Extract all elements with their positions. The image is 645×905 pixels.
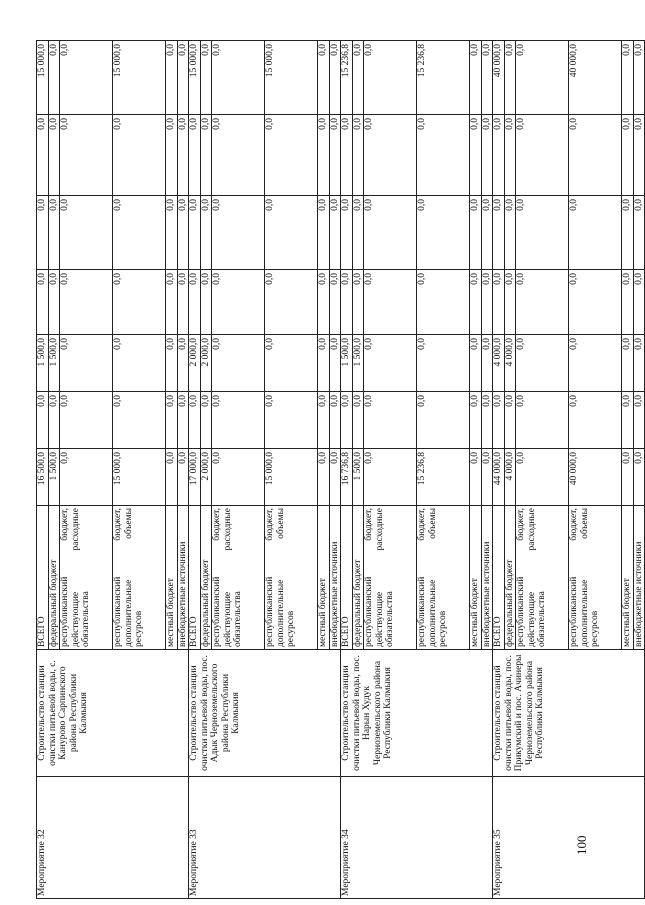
table-row	[493, 41, 505, 899]
amount-cell: 1 500,0	[48, 449, 60, 506]
amount-cell: 0,0	[318, 196, 330, 270]
amount-cell: 0,0	[189, 115, 201, 196]
amount-cell: 0,0	[352, 41, 364, 115]
funding-source: федеральный бюджет	[352, 506, 364, 650]
amount-cell: 0,0	[212, 335, 265, 392]
funding-source: федеральный бюджет	[48, 506, 60, 650]
amount-cell: 44 000,0	[493, 449, 505, 506]
amount-cell: 0,0	[569, 115, 622, 196]
amount-cell: 0,0	[516, 335, 569, 392]
amount-cell: 0,0	[341, 392, 353, 449]
funding-source: республиканский бюджет, действующие расходные обязательства	[364, 506, 417, 650]
amount-cell: 2 000,0	[200, 335, 212, 392]
amount-cell: 0,0	[265, 335, 318, 392]
amount-cell: 0,0	[60, 335, 113, 392]
funding-source: республиканский бюджет, дополнительные объемы ресурсов	[265, 506, 318, 650]
amount-cell: 0,0	[113, 270, 166, 335]
amount-cell: 0,0	[200, 115, 212, 196]
page-number: 100	[574, 835, 589, 855]
funding-source: местный бюджет	[318, 506, 330, 650]
funding-source: местный бюджет	[166, 506, 178, 650]
amount-cell: 0,0	[481, 335, 493, 392]
amount-cell: 0,0	[341, 196, 353, 270]
amount-cell: 15 000,0	[189, 41, 201, 115]
amount-cell: 40 000,0	[493, 41, 505, 115]
budget-table-body	[37, 41, 645, 899]
amount-cell: 0,0	[364, 270, 417, 335]
amount-cell: 0,0	[60, 449, 113, 506]
amount-cell: 0,0	[633, 41, 645, 115]
amount-cell: 0,0	[622, 115, 634, 196]
amount-cell: 0,0	[318, 41, 330, 115]
amount-cell: 0,0	[633, 335, 645, 392]
amount-cell: 0,0	[113, 196, 166, 270]
amount-cell: 0,0	[265, 270, 318, 335]
amount-cell: 0,0	[569, 392, 622, 449]
amount-cell: 0,0	[470, 115, 482, 196]
funding-source: внебюджетные источники	[177, 506, 189, 650]
amount-cell: 0,0	[364, 196, 417, 270]
amount-cell: 0,0	[352, 270, 364, 335]
amount-cell: 15 000,0	[265, 449, 318, 506]
amount-cell: 0,0	[329, 335, 341, 392]
amount-cell: 15 236,8	[417, 41, 470, 115]
amount-cell: 0,0	[329, 270, 341, 335]
funding-source: федеральный бюджет	[504, 506, 516, 650]
funding-source: местный бюджет	[622, 506, 634, 650]
amount-cell: 0,0	[352, 392, 364, 449]
funding-source: республиканский бюджет, действующие расходные обязательства	[516, 506, 569, 650]
funding-source: ВСЕГО	[493, 506, 505, 650]
amount-cell: 0,0	[37, 392, 49, 449]
amount-cell: 15 000,0	[265, 41, 318, 115]
amount-cell: 0,0	[60, 392, 113, 449]
amount-cell: 0,0	[481, 115, 493, 196]
amount-cell: 0,0	[417, 115, 470, 196]
amount-cell: 0,0	[329, 196, 341, 270]
amount-cell: 0,0	[569, 196, 622, 270]
amount-cell: 0,0	[417, 270, 470, 335]
funding-source: республиканский бюджет, дополнительные объемы ресурсов	[113, 506, 166, 650]
funding-source: федеральный бюджет	[200, 506, 212, 650]
amount-cell: 0,0	[481, 270, 493, 335]
amount-cell: 0,0	[481, 41, 493, 115]
funding-source: республиканский бюджет, действующие расходные обязательства	[212, 506, 265, 650]
amount-cell: 0,0	[504, 196, 516, 270]
amount-cell: 0,0	[177, 196, 189, 270]
amount-cell: 0,0	[622, 392, 634, 449]
table-row	[189, 41, 201, 899]
amount-cell: 1 500,0	[341, 335, 353, 392]
amount-cell: 0,0	[364, 392, 417, 449]
amount-cell: 4 000,0	[504, 449, 516, 506]
amount-cell: 0,0	[48, 41, 60, 115]
funding-source: местный бюджет	[470, 506, 482, 650]
amount-cell: 0,0	[516, 115, 569, 196]
amount-cell: 0,0	[48, 392, 60, 449]
amount-cell: 0,0	[166, 270, 178, 335]
amount-cell: 0,0	[265, 196, 318, 270]
amount-cell: 0,0	[341, 270, 353, 335]
amount-cell: 0,0	[329, 392, 341, 449]
amount-cell: 0,0	[60, 270, 113, 335]
amount-cell: 0,0	[493, 115, 505, 196]
amount-cell: 0,0	[60, 196, 113, 270]
amount-cell: 0,0	[493, 392, 505, 449]
amount-cell: 1 500,0	[352, 449, 364, 506]
amount-cell: 15 000,0	[37, 41, 49, 115]
funding-source: республиканский бюджет, дополнительные объемы ресурсов	[569, 506, 622, 650]
amount-cell: 0,0	[189, 270, 201, 335]
amount-cell: 0,0	[516, 41, 569, 115]
amount-cell: 0,0	[470, 270, 482, 335]
amount-cell: 0,0	[633, 392, 645, 449]
amount-cell: 0,0	[364, 449, 417, 506]
amount-cell: 0,0	[265, 392, 318, 449]
funding-source: республиканский бюджет, действующие расходные обязательства	[60, 506, 113, 650]
amount-cell: 0,0	[166, 41, 178, 115]
amount-cell: 0,0	[318, 115, 330, 196]
amount-cell: 0,0	[622, 449, 634, 506]
amount-cell: 0,0	[200, 196, 212, 270]
amount-cell: 0,0	[318, 335, 330, 392]
amount-cell: 0,0	[504, 115, 516, 196]
amount-cell: 0,0	[364, 335, 417, 392]
funding-source: внебюджетные источники	[329, 506, 341, 650]
amount-cell: 0,0	[200, 270, 212, 335]
amount-cell: 1 500,0	[352, 335, 364, 392]
amount-cell: 17 000,0	[189, 449, 201, 506]
amount-cell: 0,0	[633, 115, 645, 196]
amount-cell: 0,0	[329, 449, 341, 506]
amount-cell: 0,0	[48, 270, 60, 335]
amount-cell: 0,0	[113, 392, 166, 449]
amount-cell: 0,0	[318, 392, 330, 449]
amount-cell: 0,0	[318, 449, 330, 506]
amount-cell: 0,0	[633, 449, 645, 506]
amount-cell: 15 236,8	[417, 449, 470, 506]
measure-label: Мероприятие 34	[341, 777, 493, 899]
amount-cell: 0,0	[166, 115, 178, 196]
amount-cell: 0,0	[177, 449, 189, 506]
amount-cell: 15 236,8	[341, 41, 353, 115]
amount-cell: 0,0	[622, 41, 634, 115]
amount-cell: 0,0	[352, 196, 364, 270]
amount-cell: 0,0	[622, 270, 634, 335]
amount-cell: 0,0	[60, 41, 113, 115]
amount-cell: 0,0	[177, 335, 189, 392]
amount-cell: 4 000,0	[493, 335, 505, 392]
table-row	[341, 41, 353, 899]
amount-cell: 16 736,8	[341, 449, 353, 506]
amount-cell: 0,0	[622, 196, 634, 270]
amount-cell: 0,0	[318, 270, 330, 335]
funding-source: ВСЕГО	[37, 506, 49, 650]
funding-source: республиканский бюджет, дополнительные объемы ресурсов	[417, 506, 470, 650]
amount-cell: 0,0	[329, 115, 341, 196]
funding-source: внебюджетные источники	[633, 506, 645, 650]
amount-cell: 0,0	[37, 270, 49, 335]
amount-cell: 0,0	[177, 270, 189, 335]
amount-cell: 0,0	[504, 41, 516, 115]
amount-cell: 0,0	[470, 196, 482, 270]
amount-cell: 0,0	[481, 392, 493, 449]
amount-cell: 4 000,0	[504, 335, 516, 392]
amount-cell: 16 500,0	[37, 449, 49, 506]
amount-cell: 0,0	[166, 196, 178, 270]
amount-cell: 0,0	[265, 115, 318, 196]
amount-cell: 0,0	[516, 392, 569, 449]
amount-cell: 0,0	[516, 196, 569, 270]
amount-cell: 0,0	[212, 392, 265, 449]
amount-cell: 0,0	[212, 196, 265, 270]
amount-cell: 0,0	[329, 41, 341, 115]
amount-cell: 0,0	[48, 115, 60, 196]
amount-cell: 0,0	[481, 449, 493, 506]
amount-cell: 0,0	[37, 196, 49, 270]
amount-cell: 15 000,0	[113, 449, 166, 506]
amount-cell: 0,0	[633, 270, 645, 335]
amount-cell: 0,0	[166, 392, 178, 449]
amount-cell: 0,0	[60, 115, 113, 196]
amount-cell: 0,0	[569, 335, 622, 392]
amount-cell: 0,0	[212, 41, 265, 115]
amount-cell: 0,0	[113, 335, 166, 392]
amount-cell: 0,0	[200, 41, 212, 115]
amount-cell: 0,0	[633, 196, 645, 270]
measure-name: Строительство станции очистки питьевой воды, с. Канурово Сарпинского района Республики Калмыкия	[37, 650, 189, 777]
amount-cell: 15 000,0	[113, 41, 166, 115]
amount-cell: 0,0	[493, 270, 505, 335]
amount-cell: 0,0	[113, 115, 166, 196]
amount-cell: 0,0	[417, 392, 470, 449]
amount-cell: 0,0	[622, 335, 634, 392]
funding-source: ВСЕГО	[189, 506, 201, 650]
amount-cell: 0,0	[470, 392, 482, 449]
measure-label: Мероприятие 33	[189, 777, 341, 899]
amount-cell: 0,0	[200, 392, 212, 449]
budget-table	[36, 40, 645, 899]
amount-cell: 1 500,0	[48, 335, 60, 392]
amount-cell: 2 000,0	[200, 449, 212, 506]
amount-cell: 0,0	[569, 270, 622, 335]
measure-label: Мероприятие 35	[493, 777, 645, 899]
amount-cell: 0,0	[470, 335, 482, 392]
funding-source: ВСЕГО	[341, 506, 353, 650]
amount-cell: 0,0	[212, 115, 265, 196]
budget-table-wrapper	[36, 41, 645, 899]
amount-cell: 0,0	[177, 392, 189, 449]
funding-source: внебюджетные источники	[481, 506, 493, 650]
amount-cell: 0,0	[212, 270, 265, 335]
amount-cell: 0,0	[352, 115, 364, 196]
measure-name: Строительство станций очистки питьевой воды, пос. Прикумский и пос. Ачинеры Черноземельского района Республики Калмыкия	[493, 650, 645, 777]
amount-cell: 0,0	[177, 115, 189, 196]
amount-cell: 0,0	[516, 449, 569, 506]
table-row	[37, 41, 49, 899]
amount-cell: 0,0	[417, 335, 470, 392]
amount-cell: 0,0	[364, 41, 417, 115]
amount-cell: 0,0	[516, 270, 569, 335]
measure-name: Строительство станции очистки питьевой воды, пос. Адык Черноземельского района Республики Калмыкия	[189, 650, 341, 777]
amount-cell: 0,0	[48, 196, 60, 270]
amount-cell: 40 000,0	[569, 41, 622, 115]
amount-cell: 0,0	[504, 270, 516, 335]
amount-cell: 0,0	[341, 115, 353, 196]
amount-cell: 0,0	[166, 335, 178, 392]
amount-cell: 0,0	[470, 449, 482, 506]
amount-cell: 0,0	[177, 41, 189, 115]
amount-cell: 1 500,0	[37, 335, 49, 392]
amount-cell: 0,0	[212, 449, 265, 506]
amount-cell: 0,0	[470, 41, 482, 115]
amount-cell: 2 000,0	[189, 335, 201, 392]
measure-label: Мероприятие 32	[37, 777, 189, 899]
amount-cell: 40 000,0	[569, 449, 622, 506]
amount-cell: 0,0	[493, 196, 505, 270]
amount-cell: 0,0	[37, 115, 49, 196]
amount-cell: 0,0	[481, 196, 493, 270]
measure-name: Строительство станции очистки питьевой воды, пос. Нарын Худук Черноземельского района Республики Калмыкия	[341, 650, 493, 777]
amount-cell: 0,0	[189, 196, 201, 270]
amount-cell: 0,0	[189, 392, 201, 449]
amount-cell: 0,0	[166, 449, 178, 506]
amount-cell: 0,0	[504, 392, 516, 449]
amount-cell: 0,0	[417, 196, 470, 270]
amount-cell: 0,0	[364, 115, 417, 196]
